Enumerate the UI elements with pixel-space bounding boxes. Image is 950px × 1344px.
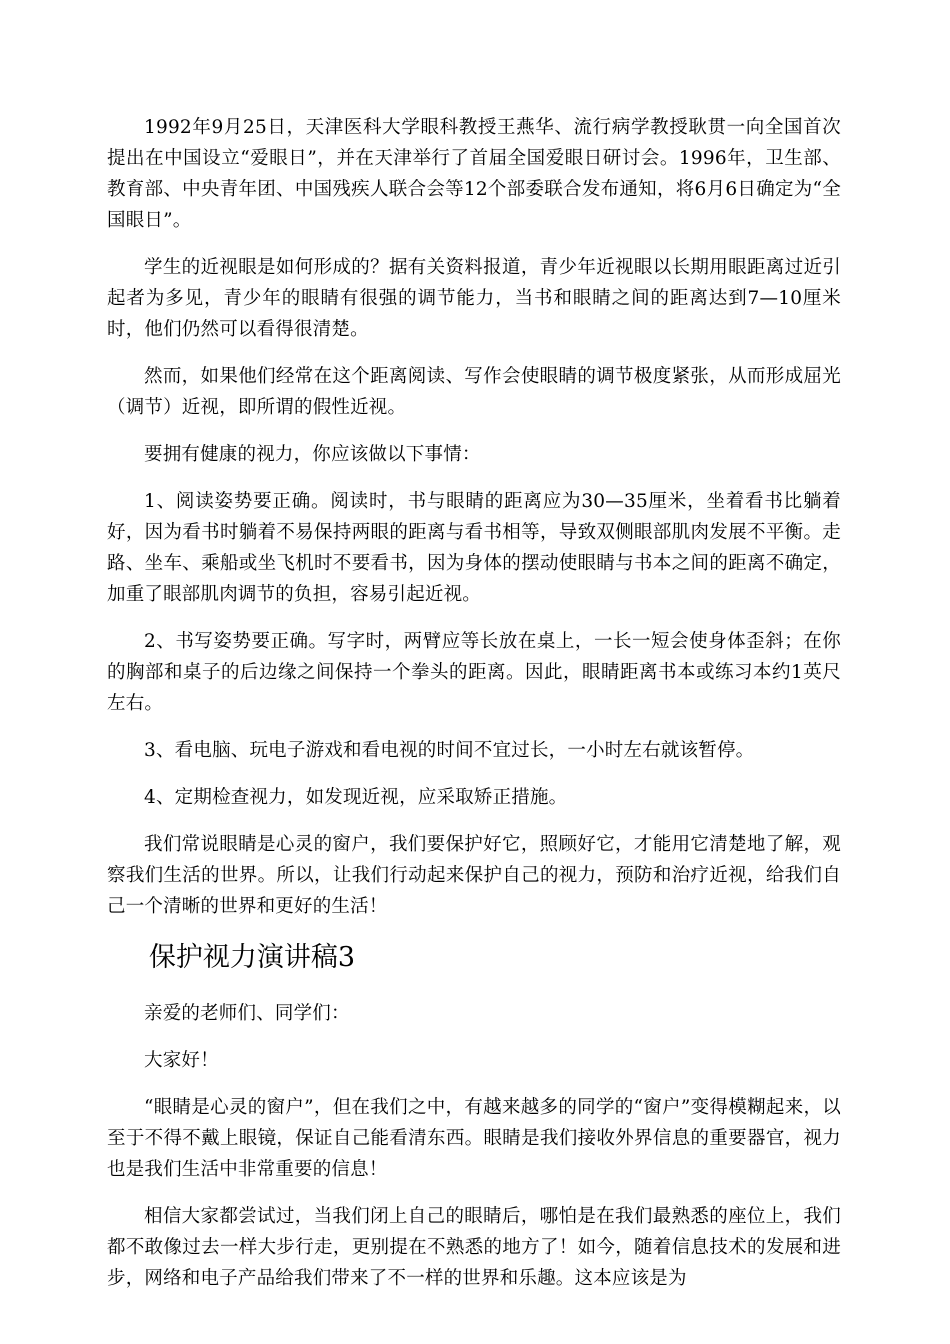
- paragraph-healthy-vision-intro: 要拥有健康的视力，你应该做以下事情：: [144, 444, 481, 465]
- paragraph-eyes-window: “眼睛是心灵的窗户”，但在我们之中，有越来越多的同学的“窗户”变得模糊起来，以至于不得不戴上眼镜，保证自己能看清东西。眼睛是我们接收外界信息的重要器官，视力也是我们生活中非常重要的信息！: [107, 1097, 841, 1180]
- paragraph-closed-eyes: 相信大家都尝试过，当我们闭上自己的眼睛后，哪怕是在我们最熟悉的座位上，我们都不敢像过去一样大步行走，更别提在不熟悉的地方了！如今，随着信息技术的发展和进步，网络和电子产品给我们带来了不一样的世界和乐趣。这本应该是为: [107, 1206, 841, 1289]
- paragraph-myopia-cause: 学生的近视眼是如何形成的？据有关资料报道，青少年近视眼以长期用眼距离过近引起者为多见，青少年的眼睛有很强的调节能力，当书和眼睛之间的距离达到7—10厘米时，他们仍然可以看得很清楚。: [107, 257, 841, 340]
- paragraph-tip-writing-posture: 2、书写姿势要正确。写字时，两臂应等长放在桌上，一长一短会使身体歪斜；在你的胸部和桌子的后边缘之间保持一个拳头的距离。因此，眼睛距离书本或练习本约1英尺左右。: [107, 631, 841, 714]
- paragraph-tip-screen-time: 3、看电脑、玩电子游戏和看电视的时间不宜过长，一小时左右就该暂停。: [144, 740, 755, 761]
- paragraph-conclusion: 我们常说眼睛是心灵的窗户，我们要保护好它，照顾好它，才能用它清楚地了解，观察我们生活的世界。所以，让我们行动起来保护自己的视力，预防和治疗近视，给我们自己一个清晰的世界和更好的生活！: [107, 834, 841, 917]
- paragraph-salutation: 亲爱的老师们、同学们：: [144, 1003, 350, 1024]
- paragraph-tip-reading-posture: 1、阅读姿势要正确。阅读时，书与眼睛的距离应为30—35厘米，坐着看书比躺着好，因为看书时躺着不易保持两眼的距离与看书相等，导致双侧眼部肌肉发展不平衡。走路、坐车、乘船或坐飞机时不要看书，因为身体的摆动使眼睛与书本之间的距离不确定，加重了眼部肌肉调节的负担，容易引起近视。: [107, 491, 841, 605]
- paragraph-tip-eye-checkup: 4、定期检查视力，如发现近视，应采取矫正措施。: [144, 787, 568, 808]
- paragraph-eye-day-history: 1992年9月25日，天津医科大学眼科教授王燕华、流行病学教授耿贯一向全国首次提出在中国设立“爱眼日”，并在天津举行了首届全国爱眼日研讨会。1996年，卫生部、教育部、中央青年团、中国残疾人联合会等12个部委联合发布通知，将6月6日确定为“全国眼日”。: [107, 117, 841, 231]
- section-heading: 保护视力演讲稿3: [148, 942, 356, 973]
- paragraph-greeting: 大家好！: [144, 1050, 219, 1071]
- paragraph-pseudo-myopia: 然而，如果他们经常在这个距离阅读、写作会使眼睛的调节极度紧张，从而形成屈光（调节）近视，即所谓的假性近视。: [107, 366, 841, 418]
- document-page: [107, 112, 841, 1310]
